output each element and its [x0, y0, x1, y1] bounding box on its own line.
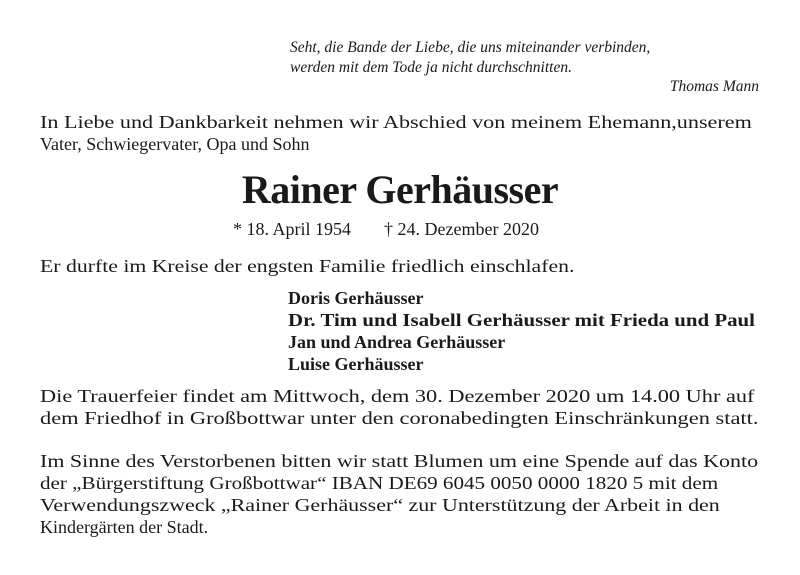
donation-line: Kindergärten der Stadt. — [40, 517, 209, 537]
funeral-line: Die Trauerfeier findet am Mittwoch, dem 30. Dezember 2020 um 14.00 Uhr auf — [40, 386, 755, 406]
donation-line: der „Bürgerstiftung Großbottwar“ IBAN DE69 6045 0050 0000 1820 5 mit dem — [40, 473, 719, 493]
intro-line: In Liebe und Dankbarkeit nehmen wir Abschied von meinem Ehemann,unserem — [40, 112, 752, 132]
death-date: † 24. Dezember 2020 — [384, 219, 539, 239]
intro-line: Vater, Schwiegervater, Opa und Sohn — [40, 134, 310, 154]
funeral-line: dem Friedhof in Großbottwar unter den coronabedingten Einschränkungen statt. — [40, 408, 759, 428]
family-member: Dr. Tim und Isabell Gerhäusser mit Frieda und Paul — [288, 310, 755, 330]
quote-author: Thomas Mann — [669, 78, 759, 95]
family-member: Jan und Andrea Gerhäusser — [288, 332, 506, 352]
death-note: Er durfte im Kreise der engsten Familie friedlich einschlafen. — [40, 256, 575, 276]
quote-line: werden mit dem Tode ja nicht durchschnitten. — [290, 59, 572, 76]
birth-date: * 18. April 1954 — [233, 219, 352, 239]
donation-line: Verwendungszweck „Rainer Gerhäusser“ zur Unterstützung der Arbeit in den — [40, 495, 720, 515]
deceased-name: Rainer Gerhäusser — [241, 167, 559, 212]
family-member: Luise Gerhäusser — [288, 354, 424, 374]
donation-line: Im Sinne des Verstorbenen bitten wir statt Blumen um eine Spende auf das Konto — [40, 451, 759, 471]
quote-line: Seht, die Bande der Liebe, die uns miteinander verbinden, — [290, 39, 651, 56]
family-member: Doris Gerhäusser — [288, 288, 424, 308]
